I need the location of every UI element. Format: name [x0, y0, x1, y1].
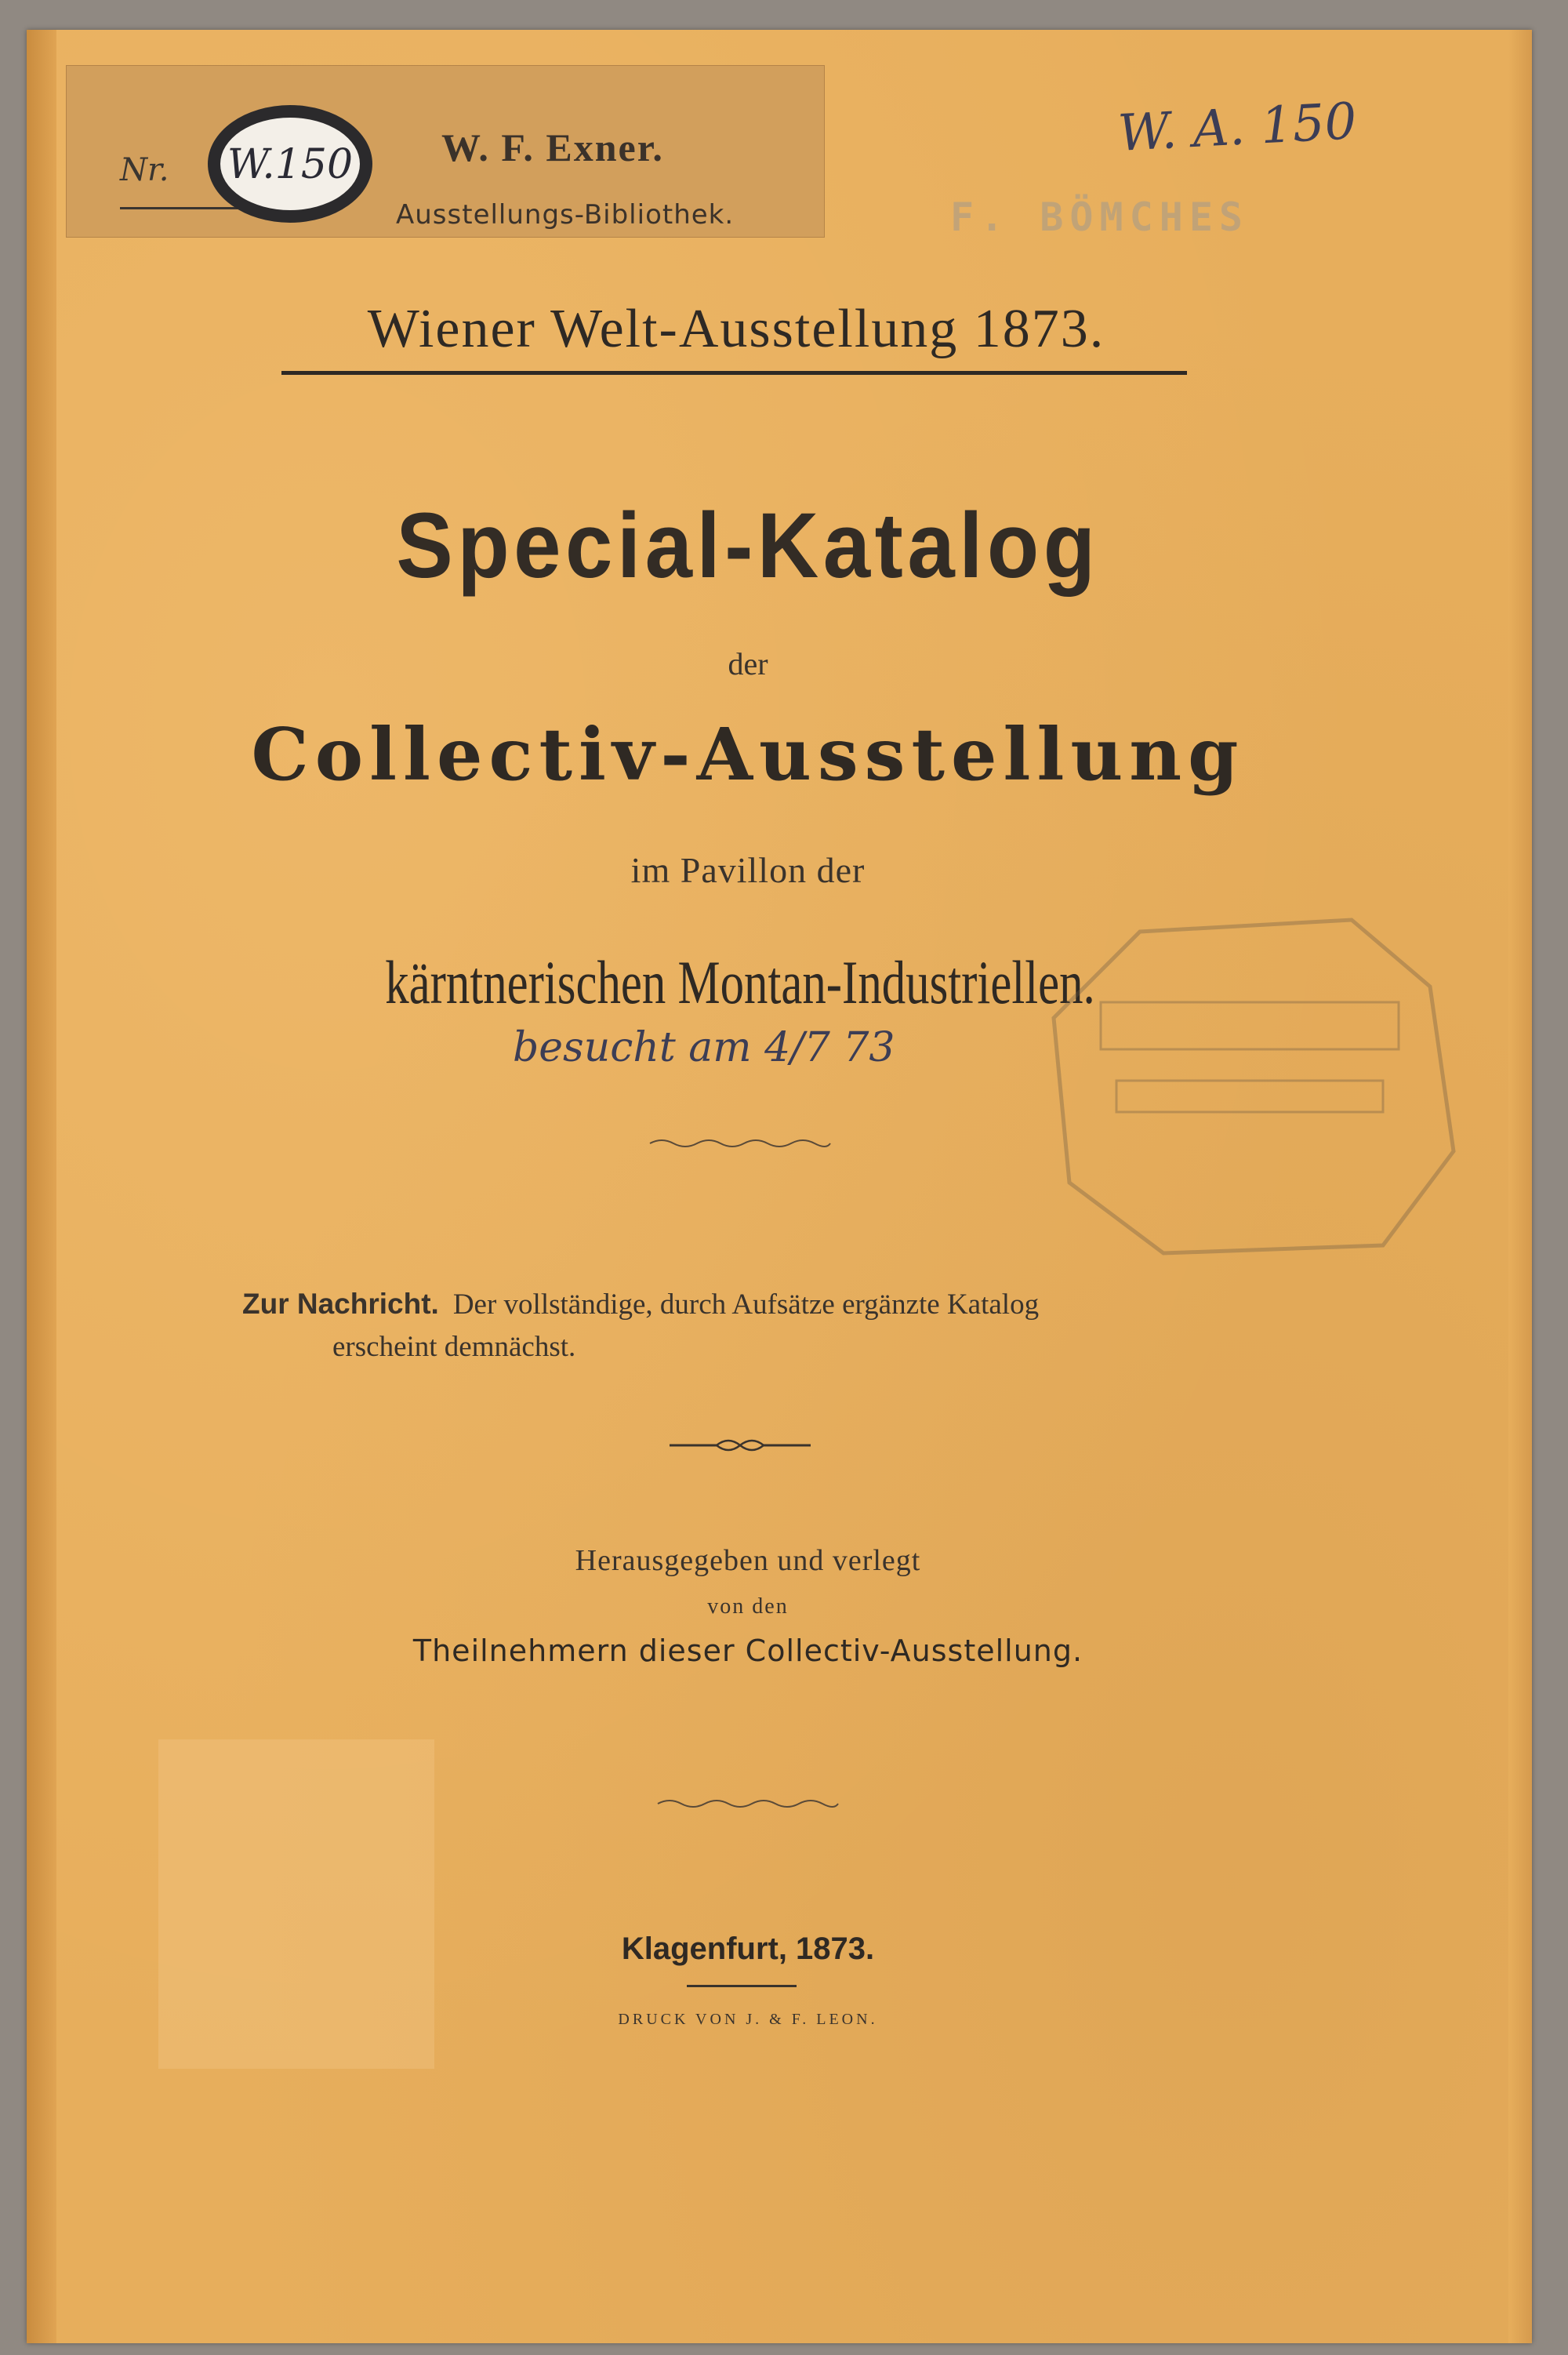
library-label	[66, 65, 825, 238]
label-number: W.150	[227, 141, 354, 188]
publisher-line-1: Herausgegeben und verlegt	[575, 1544, 921, 1577]
exhibition-title: Wiener Welt-Ausstellung 1873.	[367, 299, 1105, 359]
label-library: Ausstellungs-Bibliothek.	[396, 199, 735, 231]
notice-block	[242, 1283, 1261, 1368]
cover-edge	[1508, 30, 1532, 2343]
place-year-rule	[687, 1985, 797, 1987]
label-nr-prefix: Nr.	[120, 152, 169, 188]
label-owner: W. F. Exner.	[441, 125, 664, 169]
ornament-knot	[670, 1434, 811, 1457]
collectiv-title: Collectiv-Ausstellung	[251, 712, 1245, 797]
faded-octagon-stamp	[1038, 916, 1461, 1261]
notice-line-1: Der vollständige, durch Aufsätze ergänzte Katalog	[452, 1288, 1040, 1321]
notice-label: Zur Nachricht.	[242, 1288, 439, 1320]
notice-line-2: erscheint demnächst.	[332, 1331, 576, 1363]
book-spine	[27, 30, 56, 2343]
subtitle-der: der	[728, 646, 768, 681]
label-number-oval	[208, 105, 372, 223]
place-year: Klagenfurt, 1873.	[621, 1932, 875, 1966]
owner-stamp: F. BÖMCHES	[950, 194, 1250, 240]
handwritten-visit-note: besucht am 4/7 73	[513, 1024, 895, 1071]
label-nr-line	[120, 207, 238, 209]
pavillon-line: im Pavillon der	[630, 850, 866, 890]
industrialists-title: kärntnerischen Montan-Industriellen.	[385, 948, 1095, 1016]
publisher-line-2: von den	[707, 1594, 789, 1619]
ornament-wave-2	[654, 1796, 842, 1812]
publisher-line-3: Theilnehmern dieser Collectiv-Ausstellung.	[412, 1634, 1083, 1668]
handwritten-shelfmark: W. A. 150	[1116, 93, 1359, 163]
title-underline	[281, 371, 1187, 375]
book-cover	[27, 30, 1532, 2343]
printer-line: DRUCK VON J. & F. LEON.	[618, 2011, 878, 2028]
main-title: Special-Katalog	[396, 494, 1100, 598]
ornament-wave-1	[646, 1136, 834, 1151]
